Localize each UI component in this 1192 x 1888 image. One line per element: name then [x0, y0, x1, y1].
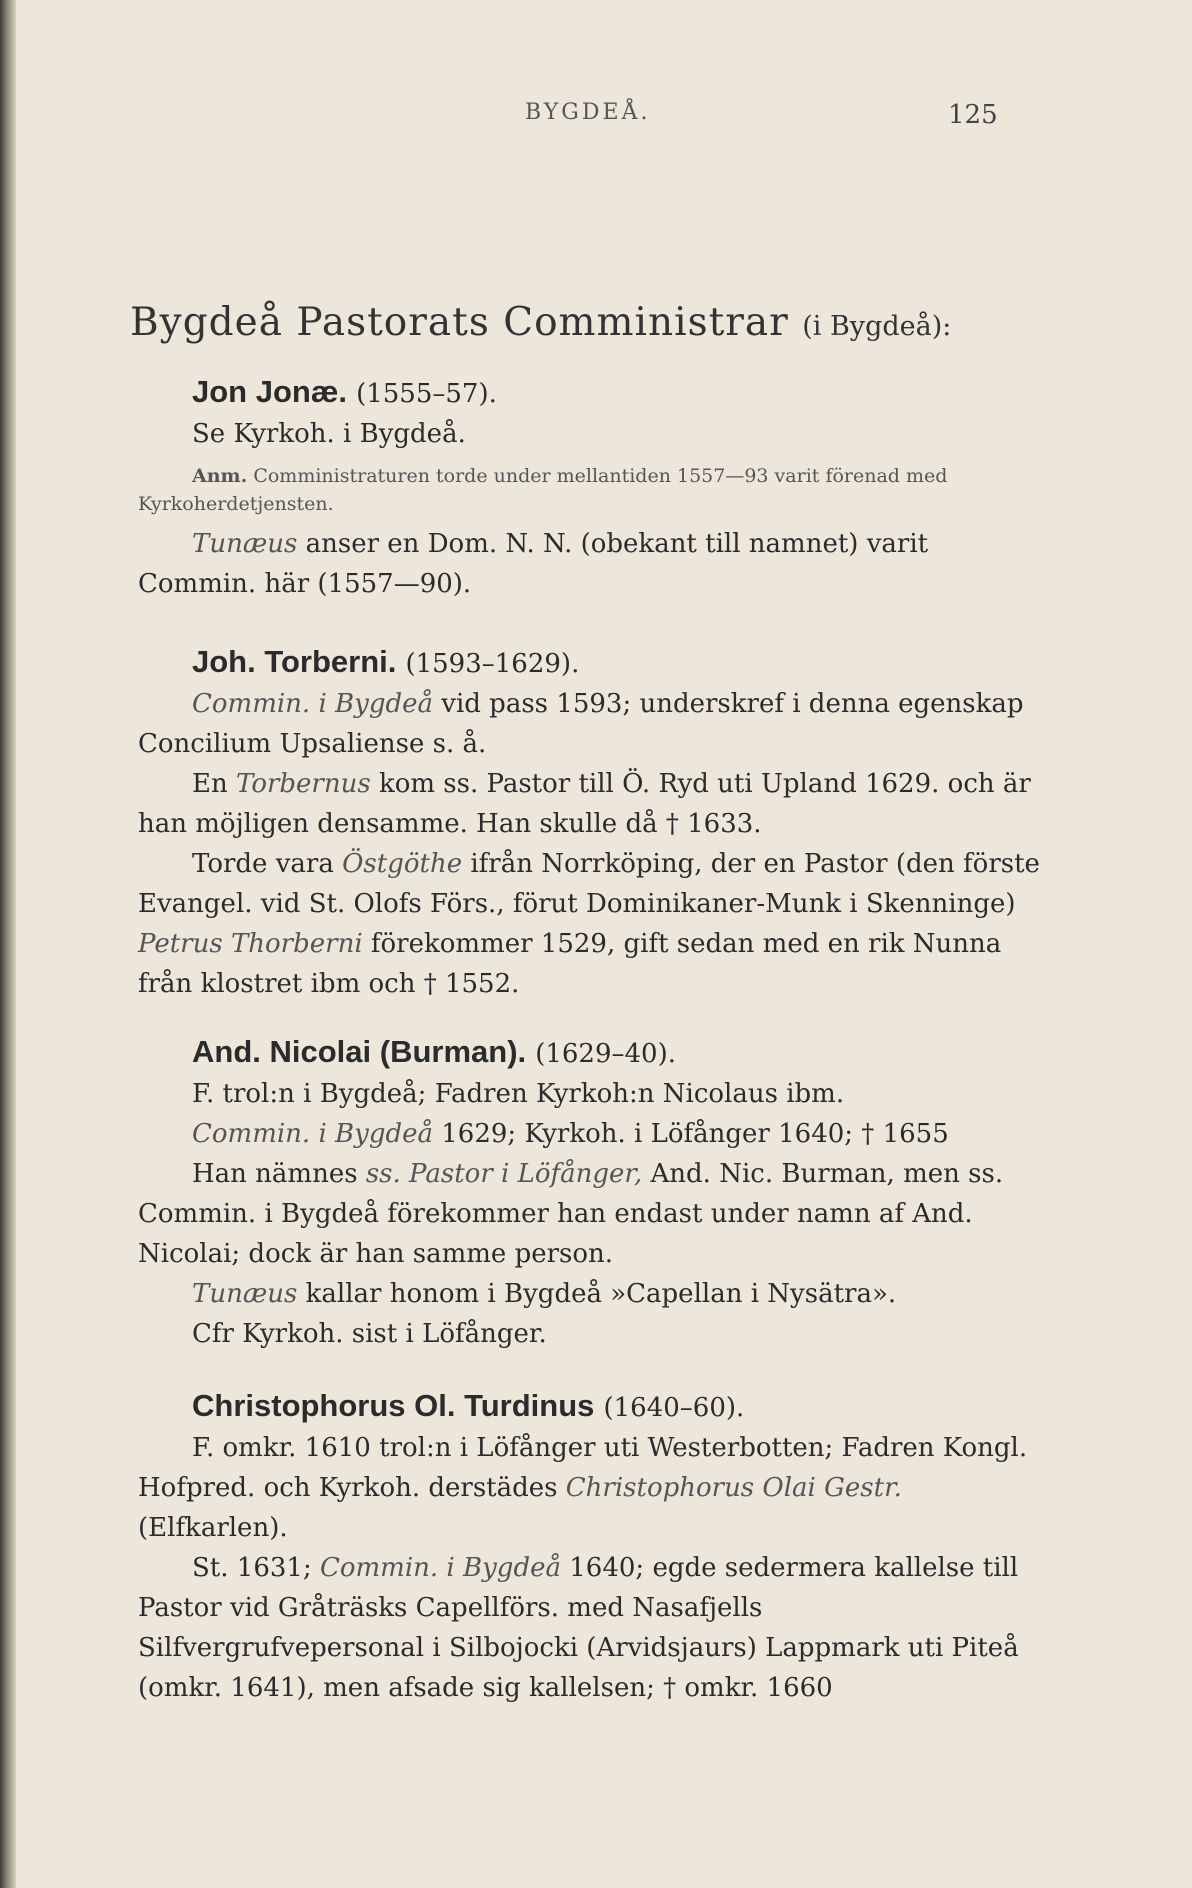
note-text: Comministraturen torde under mellantiden 1557—93 varit förenad med Kyrkoherdetjensten.: [138, 465, 948, 515]
paragraph-text: En: [192, 769, 228, 799]
paragraph-text: (Elfkarlen).: [138, 1513, 288, 1543]
paragraph-text: kom ss. Pastor till Ö. Ryd uti Upland 1629. och är han möjligen densamme. Han skulle då † 1633.: [138, 769, 1031, 839]
entry-name: Joh. Torberni.: [192, 644, 397, 679]
entry-years: (1640–60).: [603, 1393, 745, 1423]
paragraph-text: F. omkr. 1610 trol:n i Löfånger uti Westerbotten; Fadren Kongl. Hofpred. och Kyrkoh. derstädes: [138, 1433, 1028, 1503]
heading-subtitle: (i Bygdeå):: [802, 311, 952, 342]
paragraph-text: 1640; egde sedermera kallelse till Pastor vid Gråträsks Capellförs. med Nasafjells Silfvergrufvepersonal i Silbojocki (Arvidsjaurs) Lappmark uti Piteå (omkr. 1641), men afsade sig kallelsen; † omkr. 1660: [138, 1553, 1019, 1703]
entry-paragraph: Cfr Kyrkoh. sist i Löfånger.: [192, 1319, 547, 1349]
entry-paragraph: Se Kyrkoh. i Bygdeå.: [192, 419, 466, 449]
entry-years: (1629–40).: [535, 1039, 677, 1069]
entry-title: [138, 642, 1048, 684]
heading-title: Bygdeå Pastorats Comministrar: [130, 300, 789, 345]
entry-paragraph: F. trol:n i Bygdeå; Fadren Kyrkoh:n Nicolaus ibm.: [192, 1079, 845, 1109]
entry-paragraph: [138, 1548, 1048, 1708]
paragraph-text: Torde vara: [192, 849, 334, 879]
italic-text: Commin. i Bygdeå: [192, 689, 433, 719]
paragraph-text: Han nämnes: [192, 1159, 358, 1189]
section-heading: [130, 300, 1060, 345]
entry-paragraph: [138, 524, 1048, 604]
entry-jon-jonae: [138, 372, 1048, 604]
running-head: BYGDEÅ.: [525, 100, 651, 125]
paragraph-text: 1629; Kyrkoh. i Löfånger 1640; † 1655: [441, 1119, 949, 1149]
italic-name: Torbernus: [236, 769, 371, 799]
entry-title: [138, 1032, 1048, 1074]
italic-text: Commin. i Bygdeå: [319, 1553, 561, 1583]
entry-paragraph: [138, 684, 1048, 764]
paragraph-text: vid pass 1593; underskref i denna egenskap Concilium Upsaliense s. å.: [138, 689, 1024, 759]
paragraph-text: kallar honom i Bygdeå »Capellan i Nysätra».: [305, 1279, 897, 1309]
italic-text: Commin. i Bygdeå: [192, 1119, 433, 1149]
entry-name: Christophorus Ol. Turdinus: [192, 1388, 595, 1423]
entry-christophorus-turdinus: [138, 1386, 1048, 1708]
entry-paragraph: [138, 1154, 1048, 1274]
entry-name: And. Nicolai (Burman).: [192, 1034, 527, 1069]
page-binding-edge: [0, 0, 16, 1888]
italic-name: Östgöthe: [342, 849, 463, 879]
entry-years: (1555–57).: [356, 379, 497, 409]
page-number: 125: [948, 100, 998, 130]
entry-title: [138, 372, 1048, 414]
entry-joh-torberni: [138, 642, 1048, 1004]
entry-paragraph: [138, 844, 1048, 1004]
entry-paragraph: [138, 1114, 1048, 1154]
italic-name: Tunæus: [192, 529, 298, 559]
italic-name: Christophorus Olai Gestr.: [565, 1473, 902, 1503]
entry-title: [138, 1386, 1048, 1428]
italic-name: Petrus Thorberni: [138, 929, 363, 959]
paragraph-text: ifrån Norrköping, der en Pastor (den förste Evangel. vid St. Olofs Förs., förut Dominikaner-Munk i Skenninge): [138, 849, 1040, 919]
entry-years: (1593–1629).: [405, 649, 580, 679]
entry-note: [138, 462, 1048, 518]
italic-name: Tunæus: [192, 1279, 298, 1309]
entry-paragraph: [138, 1428, 1048, 1548]
paragraph-text: anser en Dom. N. N. (obekant till namnet) varit Commin. här (1557—90).: [138, 529, 929, 599]
entry-and-nicolai: [138, 1032, 1048, 1354]
paragraph-text: And. Nic. Burman, men ss. Commin. i Bygdeå förekommer han endast under namn af And. Nicolai; dock är han samme person.: [138, 1159, 1004, 1269]
italic-text: ss. Pastor i Löfånger,: [365, 1159, 643, 1189]
entry-paragraph: [138, 1274, 1048, 1314]
paragraph-text: förekommer 1529, gift sedan med en rik Nunna från klostret ibm och † 1552.: [138, 929, 1002, 999]
note-label: Anm.: [192, 465, 248, 487]
entry-paragraph: [138, 764, 1048, 844]
entry-name: Jon Jonæ.: [192, 374, 348, 409]
paragraph-text: St. 1631;: [192, 1553, 312, 1583]
